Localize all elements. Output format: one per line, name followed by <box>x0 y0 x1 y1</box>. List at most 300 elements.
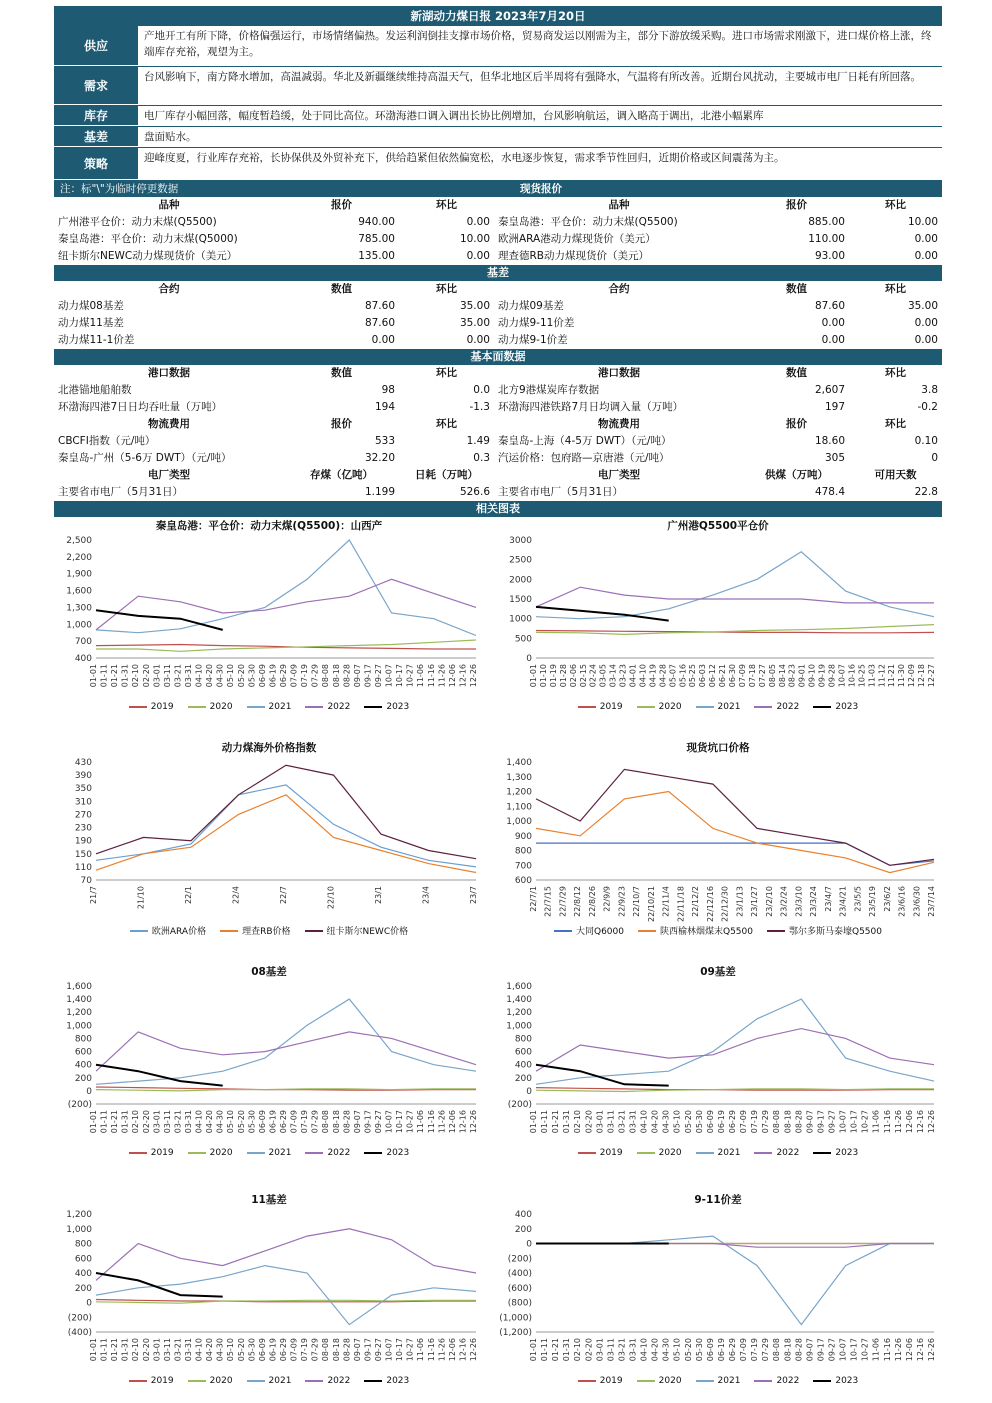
x-tick-label: 04-10 <box>638 664 648 688</box>
table-cell: 35.00 <box>907 300 938 312</box>
table-header-row <box>54 281 942 298</box>
x-tick-label: 04-10 <box>194 1338 204 1362</box>
legend-item <box>305 924 409 937</box>
x-tick-label: 04-20 <box>205 1338 215 1362</box>
legend-item <box>247 702 292 712</box>
x-tick-label: 05-30 <box>694 1110 704 1134</box>
y-tick-label: 1,600 <box>506 982 532 992</box>
table-cell: 87.60 <box>364 317 395 329</box>
info-row <box>54 67 942 106</box>
y-tick-label: 200 <box>74 1283 92 1294</box>
table-row <box>54 214 942 231</box>
x-tick-label: 12-16 <box>458 664 468 688</box>
info-text: 盘面贴水。 <box>144 131 197 143</box>
x-tick-label: 23/3/10 <box>794 886 804 917</box>
table-cell: 1.49 <box>466 435 490 447</box>
table-cell: 报价 <box>331 418 352 430</box>
x-tick-label: 07-19 <box>750 1338 760 1362</box>
y-tick-label: (200) <box>507 1254 532 1265</box>
info-text: 电厂库存小幅回落，幅度暂趋缓，处于同比高位。环渤海港口调入调出长协比例增加，台风影响航运，调入略高于调出，北港小幅累库 <box>144 110 764 122</box>
legend-swatch <box>696 1152 714 1154</box>
x-tick-label: 23/1 <box>374 886 383 904</box>
x-tick-label: 06-03 <box>698 664 708 688</box>
x-tick-label: 12-27 <box>927 664 936 688</box>
table-cell: 纽卡斯尔NEWC动力煤现货价（美元） <box>58 250 238 262</box>
x-tick-label: 21/7 <box>89 886 98 904</box>
legend-item <box>637 1148 682 1158</box>
y-tick-label: 2500 <box>509 555 532 566</box>
x-tick-label: 03-01 <box>595 1110 605 1134</box>
y-tick-label: 800 <box>74 1239 92 1250</box>
x-tick-label: 03-21 <box>617 1110 627 1134</box>
x-tick-label: 07-29 <box>310 1338 320 1362</box>
chart-title: 秦皇岛港：平仓价：动力末煤(Q5500)：山西产 <box>155 520 383 532</box>
x-tick-label: 11-06 <box>416 664 426 688</box>
x-tick-label: 08-23 <box>787 664 797 688</box>
x-tick-label: 06-29 <box>728 1338 737 1362</box>
x-tick-label: 07-09 <box>289 1338 299 1362</box>
x-tick-label: 09-01 <box>797 664 807 688</box>
x-tick-label: 09-17 <box>363 1110 373 1134</box>
y-tick-label: 190 <box>74 836 92 847</box>
x-tick-label: 09-07 <box>352 1338 362 1362</box>
x-tick-label: 06-29 <box>279 1110 288 1134</box>
x-tick-label: 05-30 <box>247 664 257 688</box>
legend-swatch <box>305 706 323 708</box>
table-cell: 35.00 <box>459 300 490 312</box>
x-tick-label: 03-14 <box>608 664 618 688</box>
y-tick-label: 0 <box>526 654 532 664</box>
x-tick-label: 08-08 <box>321 1110 331 1134</box>
info-text: 迎峰度夏，行业库存充裕，长协保供及外贸补充下，供给趋紧但依然偏宽松，水电逐步恢复，需求季节性回归，近期价格或区间震荡为主。 <box>144 152 785 164</box>
chart-title: 现货坑口价格 <box>686 742 750 754</box>
table-cell: 秦皇岛港：平仓价：动力末煤(Q5000) <box>58 233 238 245</box>
x-tick-label: 11-16 <box>882 1110 892 1134</box>
legend-swatch <box>364 1152 382 1154</box>
y-tick-label: 400 <box>514 1210 532 1220</box>
x-tick-label: 03-21 <box>173 1338 183 1362</box>
x-tick-label: 23/3/24 <box>809 886 819 917</box>
x-tick-label: 01-19 <box>548 664 558 688</box>
x-tick-label: 23/7 <box>469 886 478 904</box>
y-tick-label: 0 <box>526 1239 532 1250</box>
legend-swatch <box>247 1152 265 1154</box>
legend-swatch <box>578 1152 596 1154</box>
series-line-鄂尔多斯马泰壕Q5500 <box>536 769 934 865</box>
x-tick-label: 23/6/2 <box>882 886 892 912</box>
x-tick-label: 03-31 <box>184 1110 193 1134</box>
legend-label: 2020 <box>658 1148 682 1158</box>
x-tick-label: 09-28 <box>827 664 837 688</box>
x-tick-label: 23/6/30 <box>912 886 922 917</box>
y-tick-label: 600 <box>514 1047 532 1058</box>
x-tick-label: 10-17 <box>849 1110 859 1134</box>
x-tick-label: 22/12/30 <box>720 886 730 922</box>
legend-swatch <box>188 1152 206 1154</box>
x-tick-label: 12-06 <box>447 1338 457 1362</box>
y-tick-label: 270 <box>74 810 92 821</box>
legend-swatch <box>247 1380 265 1382</box>
x-tick-label: 11-26 <box>437 1338 447 1362</box>
x-tick-label: 01-31 <box>120 664 130 688</box>
legend-label: 2019 <box>599 1148 623 1158</box>
table-cell: 广州港平仓价：动力末煤(Q5500) <box>58 216 217 228</box>
legend-label: 2023 <box>835 1376 859 1386</box>
table-row <box>54 484 942 501</box>
table-row <box>54 382 942 399</box>
x-tick-label: 06-29 <box>728 1110 737 1134</box>
x-tick-label: 11-30 <box>897 664 907 688</box>
x-tick-label: 04-20 <box>205 1110 215 1134</box>
x-tick-label: 01-11 <box>99 1338 109 1362</box>
x-tick-label: 22/4 <box>231 886 241 904</box>
x-tick-label: 06-19 <box>268 1110 278 1134</box>
x-tick-label: 04-10 <box>194 664 204 688</box>
y-tick-label: 800 <box>514 1034 532 1045</box>
legend-swatch <box>364 1380 382 1382</box>
x-tick-label: 11-03 <box>867 664 877 688</box>
x-tick-label: 10-16 <box>847 664 857 688</box>
x-tick-label: 10-27 <box>405 664 415 688</box>
x-tick-label: 03-11 <box>162 1338 172 1362</box>
x-tick-label: 02-10 <box>573 1110 583 1134</box>
y-tick-label: 200 <box>74 1073 92 1084</box>
x-tick-label: 08-18 <box>783 1338 793 1362</box>
x-tick-label: 06-29 <box>279 664 288 688</box>
x-tick-label: 23/1/13 <box>735 886 745 917</box>
x-tick-label: 02-20 <box>141 1338 151 1362</box>
x-tick-label: 22/1 <box>184 886 193 904</box>
y-tick-label: 310 <box>74 797 92 808</box>
table-cell: 动力煤11基差 <box>58 317 124 329</box>
legend-label: 纽卡斯尔NEWC价格 <box>326 927 409 937</box>
legend-label: 2022 <box>327 702 351 712</box>
chart-title: 11基差 <box>251 1194 287 1206</box>
x-tick-label: 01-11 <box>99 1110 109 1134</box>
chart-legend <box>494 924 942 937</box>
x-tick-label: 23/7/14 <box>927 886 936 917</box>
basis-table <box>54 281 942 349</box>
x-tick-label: 23/2/24 <box>779 886 789 917</box>
x-tick-label: 01-21 <box>551 1338 561 1362</box>
x-tick-label: 08-08 <box>772 1110 782 1134</box>
legend-swatch <box>220 930 238 932</box>
x-tick-label: 01-21 <box>110 1110 120 1134</box>
x-tick-label: 22/9/9 <box>602 886 612 912</box>
legend-label: 2019 <box>599 702 623 712</box>
x-tick-label: 10-17 <box>849 1338 859 1362</box>
chart-7 <box>54 1192 484 1392</box>
table-cell: 存煤（亿吨） <box>310 469 373 481</box>
legend-label: 2023 <box>835 702 859 712</box>
table-header-row <box>54 197 942 214</box>
table-cell: 报价 <box>786 199 807 211</box>
x-tick-label: 04-30 <box>215 1338 225 1362</box>
x-tick-label: 09-07 <box>805 1110 815 1134</box>
spot-table <box>54 197 942 265</box>
table-row <box>54 248 942 265</box>
series-line-2023 <box>536 607 669 621</box>
chart-6 <box>494 964 942 1164</box>
x-tick-label: 05-30 <box>247 1110 257 1134</box>
legend-swatch <box>130 930 148 932</box>
series-line-2020 <box>96 640 476 651</box>
y-tick-label: 800 <box>514 846 532 857</box>
x-tick-label: 03-01 <box>595 1338 605 1362</box>
table-cell: 18.60 <box>814 435 845 447</box>
table-cell: 汽运价格：包府路—京唐港（元/吨） <box>498 452 670 464</box>
table-cell: 电厂类型 <box>598 469 640 481</box>
x-tick-label: 09-17 <box>816 1338 826 1362</box>
info-label: 基差 <box>54 127 138 147</box>
legend-item <box>696 1148 741 1158</box>
y-tick-label: 2000 <box>509 575 532 586</box>
spot-section-title: 现货报价 <box>520 183 562 195</box>
table-cell: 885.00 <box>808 216 845 228</box>
table-cell: 动力煤11-1价差 <box>58 334 135 346</box>
x-tick-label: 11-16 <box>882 1338 892 1362</box>
legend-label: 2022 <box>776 1148 800 1158</box>
table-cell: 135.00 <box>358 250 395 262</box>
table-header-row <box>54 467 942 484</box>
info-row <box>54 106 942 127</box>
series-line-2021 <box>96 1266 476 1325</box>
x-tick-label: 08-18 <box>331 1110 341 1134</box>
y-tick-label: (200) <box>507 1100 532 1110</box>
legend-item <box>129 1376 174 1386</box>
x-tick-label: 02-20 <box>584 1338 594 1362</box>
chart-title: 广州港Q5500平仓价 <box>667 520 769 532</box>
table-cell: 港口数据 <box>598 367 640 379</box>
table-cell: 环比 <box>885 199 906 211</box>
y-tick-label: 430 <box>74 758 92 768</box>
legend-item <box>554 924 624 937</box>
table-cell: 533 <box>374 435 395 447</box>
table-cell: 环比 <box>436 199 457 211</box>
table-cell: 理查德RB动力煤现货价（美元） <box>498 250 649 262</box>
legend-label: 2023 <box>835 1148 859 1158</box>
table-cell: 港口数据 <box>148 367 190 379</box>
legend-label: 欧洲ARA价格 <box>151 927 207 937</box>
x-tick-label: 11-21 <box>887 664 897 688</box>
x-tick-label: 10-27 <box>860 1110 870 1134</box>
x-tick-label: 05-10 <box>226 1110 236 1134</box>
x-tick-label: 01-01 <box>529 1110 538 1134</box>
legend-label: 2019 <box>150 702 174 712</box>
x-tick-label: 04-20 <box>205 664 215 688</box>
legend-item <box>578 1148 623 1158</box>
legend-label: 陕西榆林烟煤末Q5500 <box>660 927 753 937</box>
table-cell: 环比 <box>436 367 457 379</box>
legend-swatch <box>129 1380 147 1382</box>
y-tick-label: 0 <box>86 1298 92 1309</box>
legend-swatch <box>129 706 147 708</box>
x-tick-label: 12-16 <box>458 1110 468 1134</box>
report <box>54 6 942 517</box>
x-tick-label: 08-28 <box>342 1338 352 1362</box>
x-tick-label: 08-08 <box>772 1338 782 1362</box>
series-line-2023 <box>536 1065 669 1086</box>
x-tick-label: 01-21 <box>551 1110 561 1134</box>
legend-item <box>247 1148 292 1158</box>
legend-label: 2021 <box>268 702 292 712</box>
x-tick-label: 04-20 <box>650 1338 660 1362</box>
x-tick-label: 04-30 <box>661 1110 671 1134</box>
legend-swatch <box>578 1380 596 1382</box>
legend-item <box>188 1148 233 1158</box>
info-label: 需求 <box>54 67 138 105</box>
table-cell: 10.00 <box>907 216 938 228</box>
chart-3 <box>54 740 484 940</box>
x-tick-label: 08-28 <box>794 1338 804 1362</box>
table-cell: 1.199 <box>364 486 395 498</box>
x-tick-label: 08-28 <box>342 664 352 688</box>
x-tick-label: 09-27 <box>374 1110 383 1134</box>
x-tick-label: 07-09 <box>739 1338 749 1362</box>
legend-swatch <box>754 706 772 708</box>
series-line-2022 <box>96 1032 476 1071</box>
x-tick-label: 12-18 <box>917 664 927 688</box>
x-tick-label: 22/11/18 <box>676 886 686 922</box>
x-tick-label: 23/5/19 <box>868 886 878 917</box>
x-tick-label: 07-18 <box>747 664 757 688</box>
legend-swatch <box>554 930 572 932</box>
x-tick-label: 09-17 <box>363 1338 373 1362</box>
y-tick-label: 0 <box>86 1086 92 1097</box>
y-tick-label: 230 <box>74 823 92 834</box>
legend-label: 2021 <box>717 1148 741 1158</box>
chart-plot <box>494 532 942 700</box>
info-text: 台风影响下，南方降水增加，高温减弱。华北及新疆继续维持高温天气，但华北地区后半周将有强降水，气温将有所改善。近期台风扰动，主要城市电厂日耗有所回落。 <box>144 71 921 83</box>
y-tick-label: 400 <box>74 1269 92 1279</box>
x-tick-label: 12-09 <box>907 664 917 688</box>
table-cell: 环比 <box>885 367 906 379</box>
fundamental-table <box>54 365 942 501</box>
y-tick-label: (800) <box>507 1298 532 1309</box>
x-tick-label: 23/5/5 <box>853 886 863 912</box>
chart-2 <box>494 518 942 718</box>
legend-swatch <box>578 706 596 708</box>
x-tick-label: 03-01 <box>152 1110 162 1134</box>
legend-label: 2020 <box>658 1376 682 1386</box>
x-tick-label: 02-10 <box>131 664 141 688</box>
y-tick-label: 1,600 <box>66 586 92 597</box>
info-text: 产地开工有所下降，价格偏强运行，市场情绪偏热。发运利润倒挂支撑市场价格，贸易商发运以刚需为主，部分下游放缓采购。进口市场需求刚激下，进口煤价格上涨，终端库存充裕，观望为主。 <box>144 30 932 58</box>
x-tick-label: 02-10 <box>131 1338 141 1362</box>
x-tick-label: 05-20 <box>236 664 246 688</box>
info-label: 策略 <box>54 148 138 180</box>
series-line-2021 <box>96 540 476 636</box>
chart-plot <box>54 1206 484 1374</box>
y-tick-label: (400) <box>507 1269 532 1279</box>
y-tick-label: 1,300 <box>506 772 532 783</box>
x-tick-label: 11-26 <box>437 664 447 688</box>
x-tick-label: 06-09 <box>257 664 267 688</box>
table-row <box>54 433 942 450</box>
x-tick-label: 12-26 <box>469 664 478 688</box>
x-tick-label: 12-16 <box>915 1110 925 1134</box>
table-cell: 主要省市电厂（5月31日） <box>498 486 624 498</box>
x-tick-label: 09-07 <box>352 1110 362 1134</box>
x-tick-label: 01-21 <box>110 1338 120 1362</box>
x-tick-label: 08-05 <box>767 664 777 688</box>
y-tick-label: 900 <box>514 831 532 842</box>
x-tick-label: 11-12 <box>877 664 887 688</box>
legend-swatch <box>637 706 655 708</box>
table-cell: 785.00 <box>358 233 395 245</box>
table-cell: 0.3 <box>473 452 490 464</box>
table-cell: 数值 <box>786 367 807 379</box>
x-tick-label: 01-28 <box>558 664 568 688</box>
chart-plot <box>54 754 484 922</box>
x-tick-label: 22/9/23 <box>617 886 627 917</box>
x-tick-label: 06-09 <box>257 1338 267 1362</box>
x-tick-label: 05-16 <box>678 664 688 688</box>
legend-item <box>364 702 409 712</box>
x-tick-label: 06-09 <box>257 1110 267 1134</box>
x-tick-label: 09-27 <box>827 1110 837 1134</box>
x-tick-label: 23/4 <box>421 886 431 904</box>
x-tick-label: 07-09 <box>737 664 747 688</box>
y-tick-label: 1,100 <box>506 802 532 813</box>
chart-plot <box>494 978 942 1146</box>
legend-label: 2021 <box>717 1376 741 1386</box>
legend-swatch <box>696 1380 714 1382</box>
table-cell: 0.00 <box>821 334 845 346</box>
x-tick-label: 10-07 <box>384 1338 394 1362</box>
spot-header-row <box>54 181 942 197</box>
table-cell: 日耗（万吨） <box>415 469 478 481</box>
table-row <box>54 298 942 315</box>
y-tick-label: 800 <box>74 1034 92 1045</box>
x-tick-label: 10-17 <box>395 1338 405 1362</box>
x-tick-label: 11-16 <box>426 664 436 688</box>
table-cell: 合约 <box>158 283 180 295</box>
y-tick-label: (400) <box>67 1328 92 1338</box>
x-tick-label: 06-09 <box>705 1338 715 1362</box>
series-line-理查RB价格 <box>96 795 476 873</box>
y-tick-label: 2,500 <box>66 536 92 546</box>
table-cell: 87.60 <box>364 300 395 312</box>
x-tick-label: 01-11 <box>540 1110 550 1134</box>
x-tick-label: 22/8/26 <box>587 886 597 917</box>
y-tick-label: 70 <box>80 876 92 886</box>
table-cell: 32.20 <box>364 452 395 464</box>
chart-legend <box>494 1148 942 1158</box>
x-tick-label: 06-09 <box>705 1110 715 1134</box>
table-cell: 环渤海四港铁路7月日均调入量（万吨） <box>498 401 684 413</box>
chart-4 <box>494 740 942 940</box>
x-tick-label: 07-19 <box>300 1338 310 1362</box>
y-tick-label: 1,000 <box>506 817 532 827</box>
x-tick-label: 08-08 <box>321 664 331 688</box>
info-block <box>54 26 942 181</box>
y-tick-label: 1000 <box>509 614 532 625</box>
y-tick-label: 400 <box>514 1060 532 1071</box>
legend-item <box>813 1376 858 1386</box>
x-tick-label: 23/2/10 <box>764 886 774 917</box>
legend-label: 2022 <box>327 1148 351 1158</box>
x-tick-label: 03-21 <box>173 1110 183 1134</box>
x-tick-label: 10-17 <box>395 664 405 688</box>
charts-section-title: 相关图表 <box>54 501 942 517</box>
x-tick-label: 11-26 <box>893 1338 903 1362</box>
series-line-2023 <box>96 610 223 630</box>
x-tick-label: 09-19 <box>817 664 827 688</box>
x-tick-label: 10-07 <box>837 664 847 688</box>
legend-swatch <box>637 1152 655 1154</box>
x-tick-label: 06-30 <box>728 664 737 688</box>
